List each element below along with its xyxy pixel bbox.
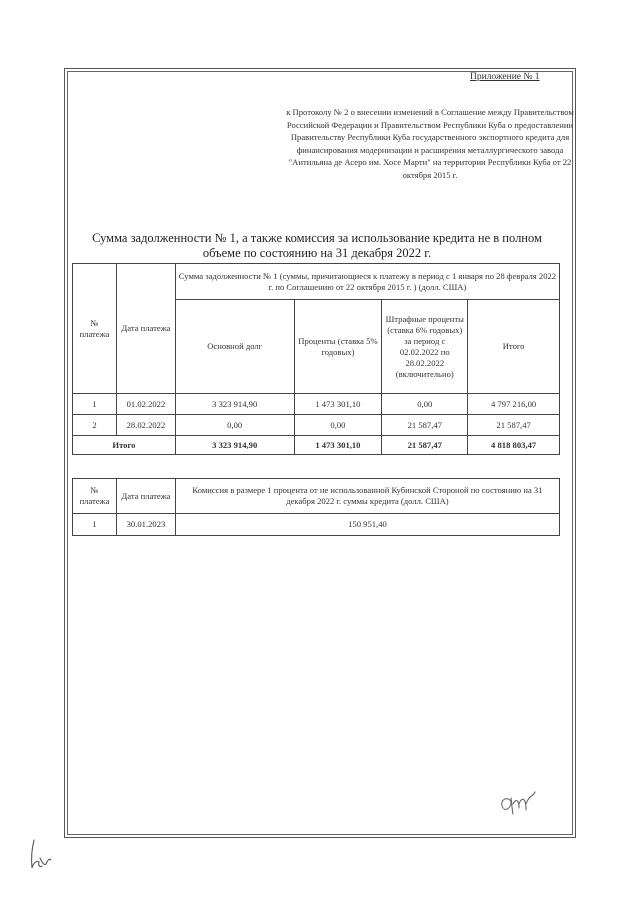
header-debt-group: Сумма задолженности № 1 (суммы, причитающиеся к платежу в период с 1 января по 28 февраля 2022 г. по Соглашению от 22 октября 2015 г. ) (долл. США) (175, 264, 559, 300)
row-date: 30.01.2023 (116, 514, 175, 536)
row-interest: 1 473 301,10 (294, 394, 382, 415)
row-date: 01.02.2022 (116, 394, 175, 415)
total-interest: 1 473 301,10 (294, 436, 382, 455)
header-payment-no: № платежа (73, 264, 117, 394)
total-row (73, 436, 560, 455)
header-payment-date: Дата платежа (116, 264, 175, 394)
row-total: 21 587,47 (468, 415, 560, 436)
header-penalty: Штрафные проценты (ставка 6% годовых) за период с 02.02.2022 по 28.02.2022 (включительно) (382, 300, 468, 394)
header-interest: Проценты (ставка 5% годовых) (294, 300, 382, 394)
header-total: Итого (468, 300, 560, 394)
row-total: 4 797 216,00 (468, 394, 560, 415)
table-row (73, 394, 560, 415)
table-row (73, 415, 560, 436)
total-penalty: 21 587,47 (382, 436, 468, 455)
initials-signature-left (26, 838, 56, 872)
row-principal: 0,00 (175, 415, 294, 436)
appendix-label: Приложение № 1 (470, 72, 540, 82)
table-row (73, 514, 560, 536)
header-principal: Основной долг (175, 300, 294, 394)
header-payment-no: № платежа (73, 479, 117, 514)
row-penalty: 0,00 (382, 394, 468, 415)
initials-signature-right (497, 790, 541, 820)
total-sum: 4 818 803,47 (468, 436, 560, 455)
commission-table (72, 478, 560, 536)
row-no: 1 (73, 514, 117, 536)
row-interest: 0,00 (294, 415, 382, 436)
debt-table (72, 263, 560, 455)
total-principal: 3 323 914,90 (175, 436, 294, 455)
row-penalty: 21 587,47 (382, 415, 468, 436)
row-commission: 150 951,40 (175, 514, 559, 536)
row-no: 1 (73, 394, 117, 415)
header-commission: Комиссия в размере 1 процента от не использованной Кубинской Стороной по состоянию на 31 декабря 2022 г. суммы кредита (долл. США) (175, 479, 559, 514)
header-payment-date: Дата платежа (116, 479, 175, 514)
protocol-note: к Протоколу № 2 о внесении изменений в Соглашение между Правительством Российской Федерации и Правительством Республики Куба о предоставлении Правительству Республики Куба государственного экспортного кредита для финансирования модернизации и расширения металлургического завода "Антильяна де Асеро им. Хосе Марти" на территории Республики Куба от 22 октября 2015 г. (286, 107, 574, 180)
row-date: 28.02.2022 (116, 415, 175, 436)
total-label: Итого (73, 436, 176, 455)
row-no: 2 (73, 415, 117, 436)
row-principal: 3 323 914,90 (175, 394, 294, 415)
document-heading: Сумма задолженности № 1, а также комиссия за использование кредита не в полном объеме по состоянию на 31 декабря 2022 г. (92, 231, 542, 260)
